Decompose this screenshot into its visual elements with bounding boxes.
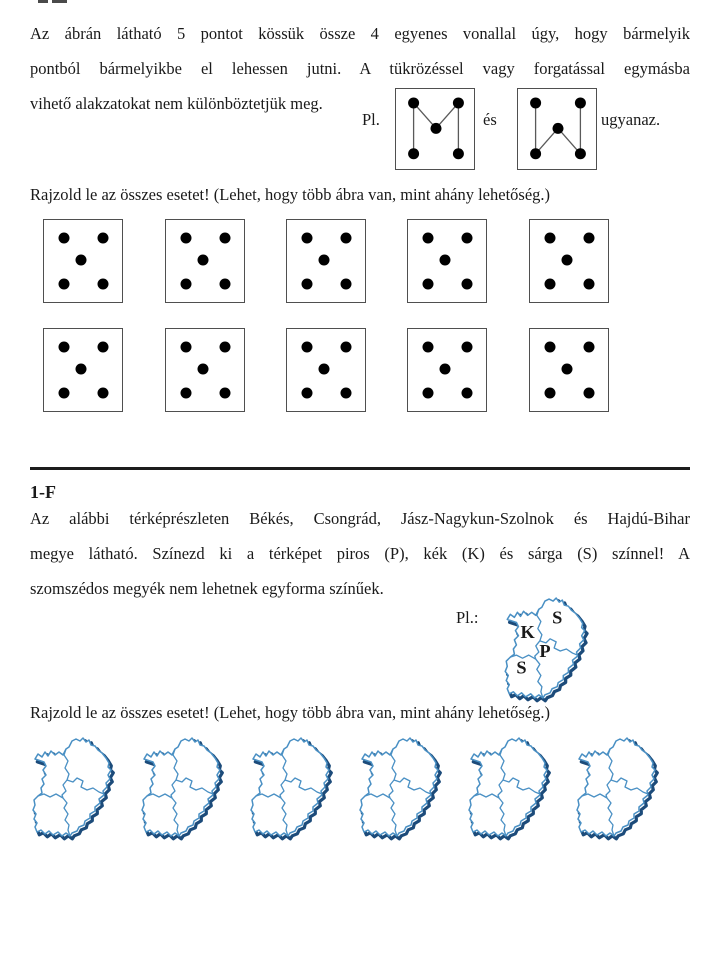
dot	[340, 342, 351, 353]
figure-dot	[453, 148, 464, 159]
answer-box	[529, 328, 609, 412]
dot	[219, 233, 230, 244]
dot	[583, 387, 594, 398]
dot	[197, 364, 208, 375]
map-shape-use	[251, 738, 331, 839]
section-divider	[30, 467, 690, 470]
dot	[561, 364, 572, 375]
answer-box	[165, 328, 245, 412]
dot	[97, 387, 108, 398]
figure-dot	[453, 97, 464, 108]
dot	[544, 342, 555, 353]
dot	[561, 255, 572, 266]
map-example-prefix-label: Pl.:	[456, 608, 479, 627]
figure-dot	[530, 97, 541, 108]
dot	[583, 278, 594, 289]
paragraph-line: vihető alakzatokat nem különböztetjük meg.	[30, 94, 323, 113]
dot	[75, 364, 86, 375]
dot	[58, 387, 69, 398]
dot	[301, 342, 312, 353]
section-f-instruction: Rajzold le az összes esetet! (Lehet, hogy több ábra van, mint ahány lehetőség.)	[30, 703, 551, 722]
dot	[58, 278, 69, 289]
dot	[583, 233, 594, 244]
dot	[97, 278, 108, 289]
figure-dot	[408, 148, 419, 159]
dot	[422, 278, 433, 289]
paragraph-line: szomszédos megyék nem lehetnek egyforma színűek.	[30, 579, 384, 598]
dot	[219, 342, 230, 353]
dot	[544, 233, 555, 244]
paragraph-line: Az ábrán látható 5 pontot kössük össze 4 egyenes vonallal úgy, hogy bármelyik	[30, 24, 690, 43]
dot	[180, 387, 191, 398]
paragraph-line: megye látható. Színezd ki a térképet piros (P), kék (K) és sárga (S) színnel! A	[30, 544, 690, 563]
dot	[219, 278, 230, 289]
dot	[180, 342, 191, 353]
dot	[422, 342, 433, 353]
map-label-hajdu: S	[552, 607, 563, 628]
dot	[58, 342, 69, 353]
dot	[340, 278, 351, 289]
dot	[180, 278, 191, 289]
answer-map	[246, 736, 338, 841]
answer-map	[137, 736, 229, 841]
m-shape-figure	[396, 89, 476, 171]
figure-dot	[553, 123, 564, 134]
map-label-jasz: K	[520, 621, 535, 642]
figure-dot	[530, 148, 541, 159]
answer-box	[165, 219, 245, 303]
figure-dot	[408, 97, 419, 108]
paragraph-line: Az alábbi térképrészleten Békés, Csongrád, Jász-Nagykun-Szolnok és Hajdú-Bihar	[30, 509, 690, 528]
answer-map	[572, 736, 664, 841]
example-suffix-label: ugyanaz.	[601, 110, 661, 129]
dot	[301, 233, 312, 244]
map-shape-use	[33, 738, 113, 839]
example-figure-w	[517, 88, 597, 170]
map-label-csongrad: S	[516, 657, 527, 678]
answer-box	[286, 219, 366, 303]
section-e-instruction: Rajzold le az összes esetet! (Lehet, hogy több ábra van, mint ahány lehetőség.)	[30, 185, 551, 204]
w-shape-figure	[518, 89, 598, 171]
dot	[439, 255, 450, 266]
cropped-heading-remnant	[38, 0, 48, 3]
dot	[97, 233, 108, 244]
answer-box	[407, 219, 487, 303]
example-figure-m	[395, 88, 475, 170]
dot	[318, 364, 329, 375]
dot	[318, 255, 329, 266]
dot	[461, 233, 472, 244]
map-shape-use	[142, 738, 222, 839]
answer-box	[407, 328, 487, 412]
conjunction-label: és	[483, 110, 497, 129]
dot	[340, 233, 351, 244]
dot	[340, 387, 351, 398]
dot	[583, 342, 594, 353]
dot	[461, 387, 472, 398]
figure-dot	[575, 148, 586, 159]
figure-dot	[575, 97, 586, 108]
dot	[180, 233, 191, 244]
dot	[544, 278, 555, 289]
paragraph-line: pontból bármelyikbe el lehessen jutni. A tükrözéssel vagy forgatással egymásba	[30, 59, 690, 78]
cropped-heading-remnant	[52, 0, 67, 3]
answer-map	[355, 736, 447, 841]
answer-map	[464, 736, 556, 841]
answer-map	[28, 736, 120, 841]
dot	[422, 233, 433, 244]
map-shape-use	[469, 738, 549, 839]
example-prefix-label: Pl.	[362, 110, 380, 129]
dot	[75, 255, 86, 266]
dot	[461, 278, 472, 289]
map-shape-use	[360, 738, 440, 839]
dot	[58, 233, 69, 244]
section-f-paragraph	[30, 501, 690, 606]
dot	[461, 342, 472, 353]
dot	[219, 387, 230, 398]
map-shape-use	[577, 738, 657, 839]
example-map	[500, 596, 594, 703]
dot	[197, 255, 208, 266]
answer-box	[529, 219, 609, 303]
section-f-heading: 1-F	[30, 482, 56, 502]
dot	[439, 364, 450, 375]
dot	[301, 387, 312, 398]
map-label-bekes: P	[539, 641, 551, 662]
dot	[97, 342, 108, 353]
answer-box	[286, 328, 366, 412]
figure-dot	[431, 123, 442, 134]
dot	[422, 387, 433, 398]
answer-box	[43, 219, 123, 303]
dot	[301, 278, 312, 289]
answer-box	[43, 328, 123, 412]
dot	[544, 387, 555, 398]
